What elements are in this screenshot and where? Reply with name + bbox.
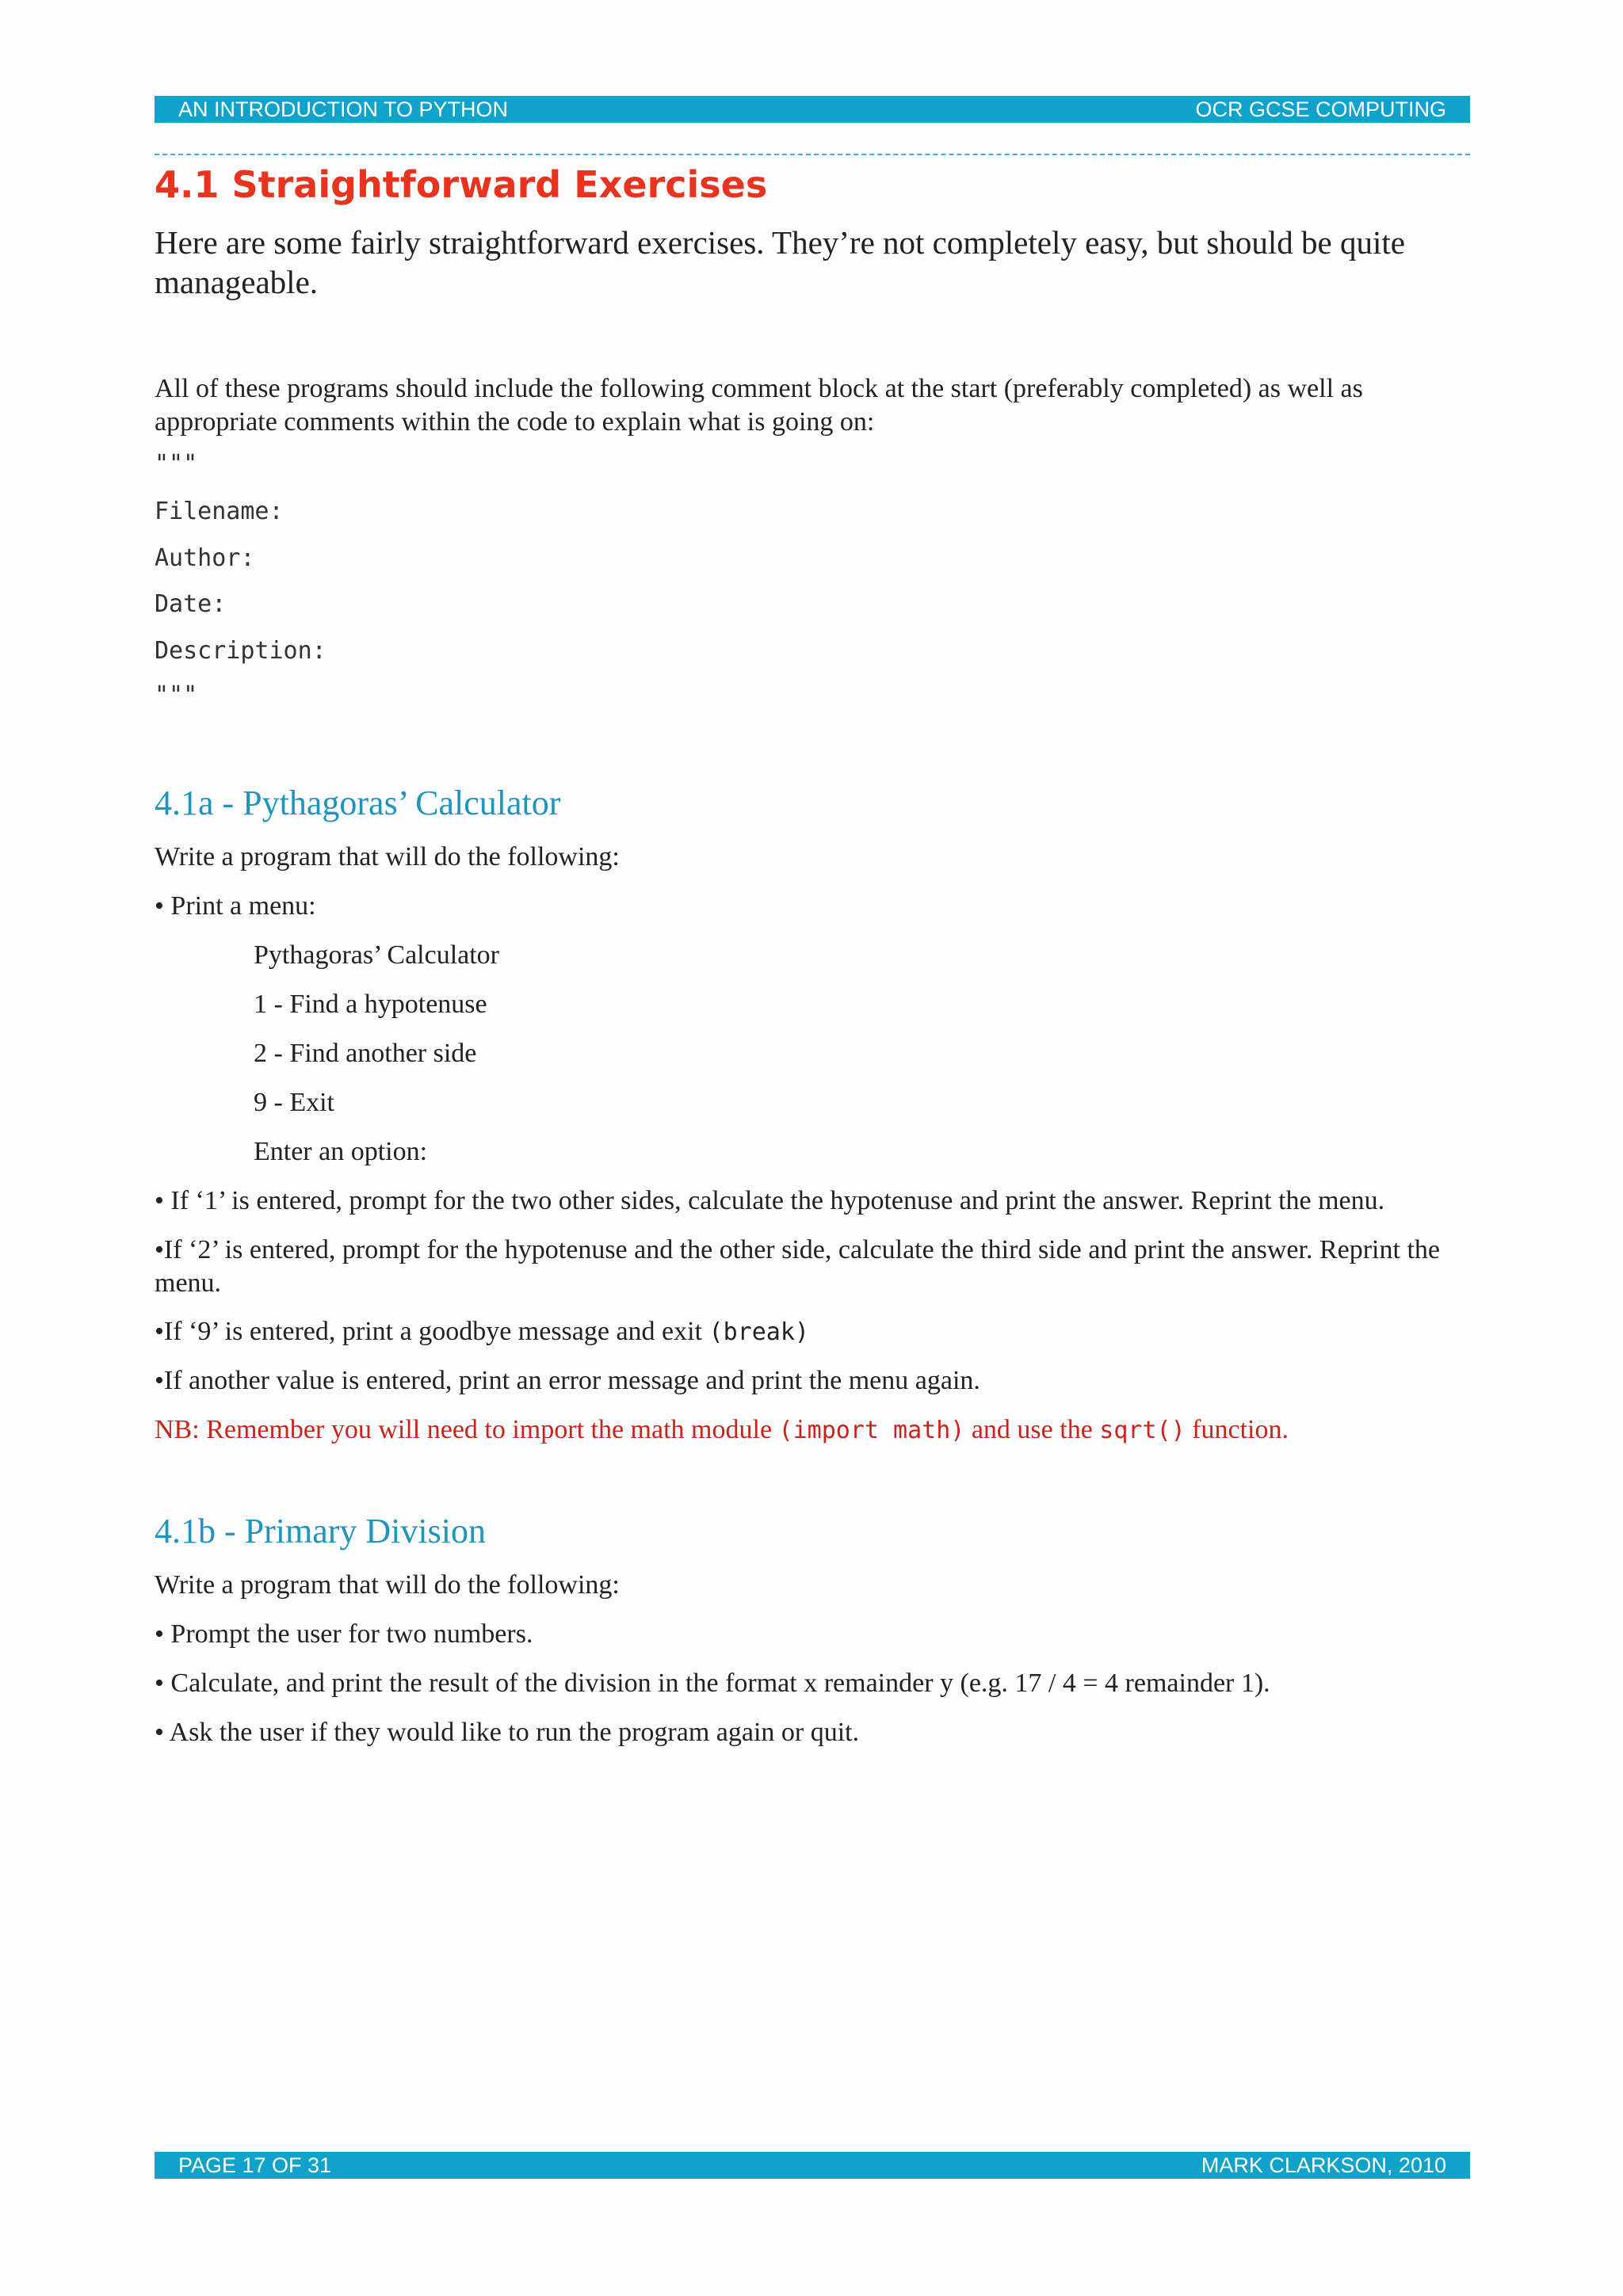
sqrt-code: sqrt(): [1099, 1417, 1186, 1444]
exercise-2-lead: Write a program that will do the following:: [155, 1570, 620, 1600]
footer-author: MARK CLARKSON, 2010: [1201, 2153, 1446, 2177]
bullet-option-9-text: •If ‘9’ is entered, print a goodbye message and exit: [155, 1317, 709, 1346]
comment-line: Date:: [155, 590, 227, 618]
exercise-1-lead: Write a program that will do the following:: [155, 842, 620, 871]
menu-line: 2 - Find another side: [254, 1039, 477, 1068]
comment-line: Description:: [155, 637, 327, 665]
header-left-text: AN INTRODUCTION TO PYTHON: [178, 97, 509, 121]
page-footer: [155, 2152, 1470, 2179]
comment-line: """: [155, 681, 198, 709]
exercise-2-title: 4.1b - Primary Division: [155, 1512, 486, 1550]
menu-line: Pythagoras’ Calculator: [254, 940, 500, 970]
bullet-prompt-numbers: • Prompt the user for two numbers.: [155, 1619, 533, 1649]
bullet-other-value: •If another value is entered, print an error message and print the menu again.: [155, 1366, 980, 1395]
nb-text: and use the: [964, 1415, 1100, 1444]
page-header: [155, 96, 1470, 123]
exercise-1-title: 4.1a - Pythagoras’ Calculator: [155, 784, 561, 822]
bullet-print-menu: • Print a menu:: [155, 891, 316, 921]
menu-line: 1 - Find a hypotenuse: [254, 990, 487, 1019]
nb-text: function.: [1185, 1415, 1289, 1444]
header-right-text: OCR GCSE COMPUTING: [1195, 97, 1446, 121]
menu-line: Enter an option:: [254, 1137, 428, 1166]
bullet-option-2: •If ‘2’ is entered, prompt for the hypotenuse and the other side, calculate the third side and print the answer. Reprint the menu.: [155, 1235, 1440, 1298]
bullet-option-9: [155, 1315, 1486, 1349]
dashed-divider: [155, 154, 1470, 155]
comment-line: Author:: [155, 544, 255, 572]
comment-line: """: [155, 450, 198, 478]
intro-paragraph: Here are some fairly straightforward exercises. They’re not completely easy, but should be quite manageable.: [155, 224, 1405, 300]
nb-note: [155, 1413, 1486, 1447]
import-math-code: (import math): [778, 1417, 965, 1444]
section-title: 4.1 Straightforward Exercises: [155, 163, 768, 206]
bullet-run-again: • Ask the user if they would like to run the program again or quit.: [155, 1718, 860, 1747]
menu-line: 9 - Exit: [254, 1088, 334, 1117]
nb-text: NB: Remember you will need to import the math module: [155, 1415, 779, 1444]
bullet-calculate: • Calculate, and print the result of the division in the format x remainder y (e.g. 17 / 4 = 4 remainder 1).: [155, 1669, 1270, 1698]
comment-note: All of these programs should include the following comment block at the start (preferably completed) as well as appropriate comments within the code to explain what is going on:: [155, 374, 1363, 437]
comment-line: Filename:: [155, 498, 284, 525]
footer-page-number: PAGE 17 OF 31: [178, 2153, 332, 2177]
break-code: (break): [708, 1318, 809, 1346]
bullet-option-1: • If ‘1’ is entered, prompt for the two other sides, calculate the hypotenuse and print the answer. Reprint the menu.: [155, 1186, 1385, 1215]
